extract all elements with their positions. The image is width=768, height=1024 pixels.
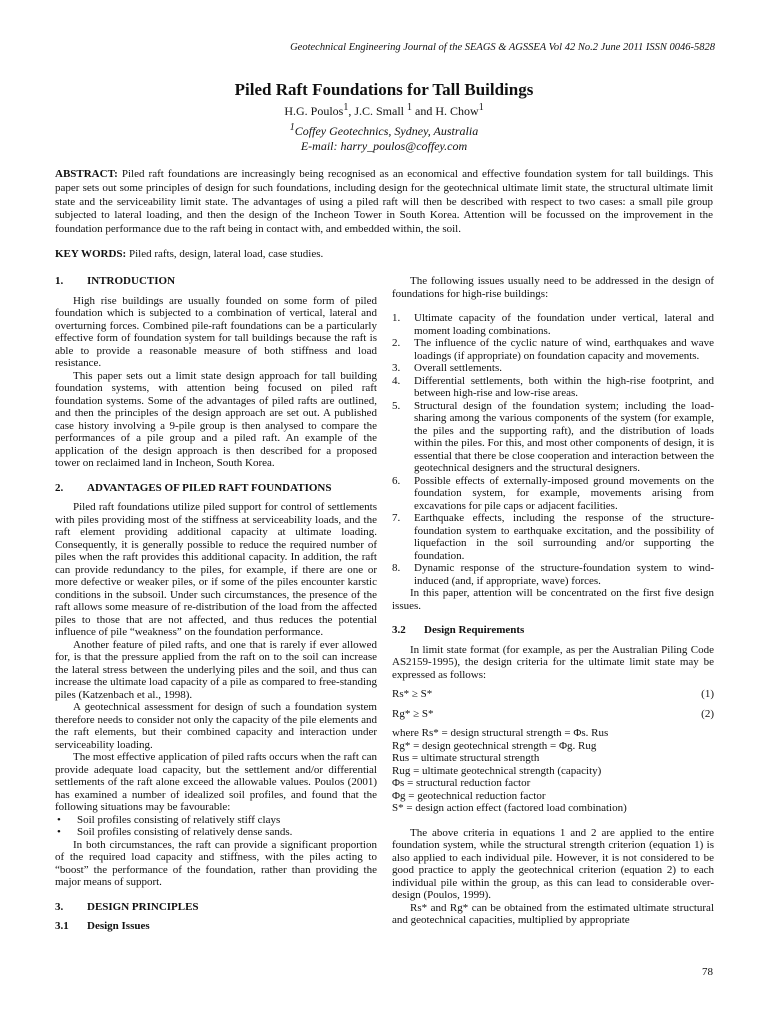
list-text: Earthquake effects, including the response of the structure-foundation system to earthquake excitation, and the possibility of liquefaction in the soil surrounding and/or supporting the foundation. xyxy=(414,512,714,562)
right-column xyxy=(392,275,714,927)
keywords xyxy=(55,248,713,260)
list-number: 7. xyxy=(392,512,401,524)
author-sup: 1 xyxy=(478,102,484,113)
abstract xyxy=(55,168,713,237)
list-number: 5. xyxy=(392,399,401,412)
definition-line: S* = design action effect (factored load combination) xyxy=(392,802,627,814)
abstract-label: ABSTRACT: xyxy=(55,168,118,180)
list-text: Overall settlements. xyxy=(414,362,502,374)
equation-number: (1) xyxy=(701,688,714,700)
section-number: 3.2 xyxy=(392,624,406,636)
issues-list xyxy=(392,312,714,587)
list-number: 1. xyxy=(392,312,401,324)
list-number: 2. xyxy=(392,337,401,349)
list-item xyxy=(392,362,714,375)
email: E-mail: harry_poulos@coffey.com xyxy=(300,139,468,153)
list-number: 8. xyxy=(392,562,401,574)
page-number: 78 xyxy=(702,966,713,978)
list-item: • Soil profiles consisting of relatively dense sands. xyxy=(55,826,377,839)
equation xyxy=(392,688,714,701)
list-item xyxy=(392,562,714,587)
list-number: 3. xyxy=(392,362,401,374)
section-heading xyxy=(55,901,377,914)
definition-line: Rus = ultimate structural strength xyxy=(392,752,540,764)
subsection-heading xyxy=(392,624,714,637)
list-item xyxy=(392,400,714,475)
bullet-list xyxy=(55,814,377,839)
paragraph: The following issues usually need to be addressed in the design of foundations for high-rise buildings: xyxy=(392,275,714,300)
list-item xyxy=(392,475,714,513)
list-text: Differential settlements, both within the high-rise footprint, and between high-rise and low-rise areas. xyxy=(414,374,714,399)
definition-line: Rg* = design geotechnical strength = Φg. Rug xyxy=(392,739,597,752)
list-text: Possible effects of externally-imposed ground movements on the foundation system, for example, movements arising from excavations for pile caps or adjacent facilities. xyxy=(414,474,714,512)
definition-line: Φs = structural reduction factor xyxy=(392,777,531,789)
left-column xyxy=(55,275,377,933)
section-number: 3.1 xyxy=(55,920,69,932)
list-item xyxy=(392,337,714,362)
author-name: , J.C. Small xyxy=(348,104,408,118)
definition-line: Φg = geotechnical reduction factor xyxy=(392,789,546,802)
author-name: H.G. Poulos xyxy=(284,104,344,118)
paragraph: Another feature of piled rafts, and one that is rarely if ever allowed for, is that the pressure applied from the raft on to the soil can increase the lateral stress between the underlying piles and the soil, and thus can increase the ultimate load capacity of a pile as compared to free-standing piles (Katzenbach et al., 1998). xyxy=(55,638,377,701)
affiliation-text: Coffey Geotechnics, Sydney, Australia xyxy=(294,123,479,138)
definition-line: Rug = ultimate geotechnical strength (capacity) xyxy=(392,764,602,777)
list-item: • Soil profiles consisting of relatively stiff clays xyxy=(55,814,377,827)
equation-body: Rs* ≥ S* xyxy=(392,688,433,700)
author-line xyxy=(0,100,768,120)
list-item xyxy=(392,375,714,400)
paragraph: High rise buildings are usually founded on some form of piled foundation which is subjected to a combination of vertical, lateral and overturning forces. Combined pile-raft foundations can be a particularly effective form of foundation system for tall buildings because the raft is able to provide a reasonable measure of both stiffness and load resistance. xyxy=(55,294,377,369)
author-sup: 1 xyxy=(407,102,413,113)
section-title: ADVANTAGES OF PILED RAFT FOUNDATIONS xyxy=(87,481,332,494)
section-number: 1. xyxy=(55,275,64,287)
paragraph: The above criteria in equations 1 and 2 are applied to the entire foundation system, while the structural strength criterion (equation 1) is also applied to each individual pile. However, it is not considered to be good practice to apply the geotechnical criterion (equation 2) to each individual pile within the group, as this can lead to considerable over-design (Poulos, 1999). xyxy=(392,826,714,901)
section-title: Design Issues xyxy=(87,920,150,932)
section-title: DESIGN PRINCIPLES xyxy=(87,900,199,913)
section-title: Design Requirements xyxy=(424,624,525,636)
equation xyxy=(392,708,714,721)
section-heading xyxy=(55,275,377,288)
subsection-heading xyxy=(55,920,377,933)
list-text: The influence of the cyclic nature of wind, earthquakes and wave loadings (if appropriate) on foundation capacity and movements. xyxy=(414,337,714,362)
affiliation-sup: 1 xyxy=(289,121,295,133)
equation-number: (2) xyxy=(701,707,714,720)
list-text: Ultimate capacity of the foundation under vertical, lateral and moment loading combinations. xyxy=(414,312,714,337)
paragraph: In limit state format (for example, as per the Australian Piling Code AS2159-1995), the design criteria for the ultimate limit state may be expressed as follows: xyxy=(392,643,714,681)
definition-line: where Rs* = design structural strength = Φs. Rus xyxy=(392,727,609,739)
keywords-text: Piled rafts, design, lateral load, case studies. xyxy=(126,248,324,260)
author-sup: 1 xyxy=(343,102,349,113)
section-number: 3. xyxy=(55,900,64,913)
paragraph: The most effective application of piled rafts occurs when the raft can provide adequate load capacity, but the settlement and/or differential settlements of the raft alone exceed the allowable values. Poulos (2001) has examined a number of idealized soil profiles, and found that the following situations may be favourable: xyxy=(55,751,377,813)
paragraph: In both circumstances, the raft can provide a significant proportion of the required load capacity and stiffness, with the piles acting to “boost” the performance of the foundation, rather than providing the major means of support. xyxy=(55,838,377,888)
journal-header: Geotechnical Engineering Journal of the SEAGS & AGSSEA Vol 42 No.2 June 2011 ISSN 0046-5828 xyxy=(290,42,715,53)
section-heading xyxy=(55,482,377,495)
paragraph: Piled raft foundations utilize piled support for control of settlements with piles providing most of the stiffness at serviceability loads, and the raft element providing additional capacity at ultimate loading. Consequently, it is generally possible to reduce the required number of piles when the raft provides this additional capacity. In addition, the raft can provide redundancy to the piles, for example, if there are one or more defective or weaker piles, or if some of the piles encounter karstic conditions in the subsoil. Under such circumstances, the presence of the raft allows some measure of re-distribution of the load from the affected piles to those that are not affected, and thus reduces the potential influence of pile “weakness” on the foundation performance. xyxy=(55,501,377,638)
paragraph: This paper sets out a limit state design approach for tall building foundation systems, with attention being focused on piled raft foundation systems. Some of the advantages of piled rafts are outlined, and then the principles of the design approach are set out. A published case history involving a 9-pile group is then analysed to compare the performances of a pile group and a piled raft. An example of the application of the design approach is then described for a proposed tower on reclaimed land in Incheon, South Korea. xyxy=(55,369,377,469)
affiliation xyxy=(0,120,768,140)
keywords-label: KEY WORDS: xyxy=(55,248,127,260)
paragraph: A geotechnical assessment for design of such a foundation system therefore needs to consider not only the capacity of the pile elements and the raft elements, but their combined capacity and interaction under serviceability loading. xyxy=(55,701,377,751)
paragraph: Rs* and Rg* can be obtained from the estimated ultimate structural and geotechnical capacities, multiplied by appropriate xyxy=(392,901,714,926)
definitions xyxy=(392,727,714,815)
abstract-text: Piled raft foundations are increasingly being recognised as an economical and effective foundation system for tall buildings. This paper sets out some principles of design for such foundations, including design for the geotechnical ultimate limit state, the structural ultimate limit state and the serviceability limit state. The advantages of using a piled raft will then be described with respect to two cases: a small pile group subjected to lateral loading, and then the design of the Incheon Tower in South Korea. Attention will be focussed on the improvement in the foundation performance due to the raft being in contact with, and embedded within, the soil. xyxy=(55,168,713,236)
author-name: and H. Chow xyxy=(412,104,479,118)
author-block xyxy=(0,100,768,155)
section-number: 2. xyxy=(55,481,64,494)
paper-title: Piled Raft Foundations for Tall Buildings xyxy=(234,80,534,99)
list-text: Dynamic response of the structure-foundation system to wind-induced (and, if appropriate, wave) forces. xyxy=(414,562,714,587)
list-number: 6. xyxy=(392,474,401,487)
list-item xyxy=(392,312,714,337)
paragraph: In this paper, attention will be concentrated on the first five design issues. xyxy=(392,587,714,612)
list-text: Structural design of the foundation system; including the load-sharing among the various components of the system (for example, the piles and the supporting raft), and the distribution of loads within the piles. For this, and most other components of design, it is essential that there be close cooperation and interaction between the geotechnical designers and the structural designers. xyxy=(414,399,714,474)
section-title: INTRODUCTION xyxy=(87,275,176,287)
list-item xyxy=(392,512,714,562)
list-number: 4. xyxy=(392,374,401,387)
equation-body: Rg* ≥ S* xyxy=(392,707,434,720)
